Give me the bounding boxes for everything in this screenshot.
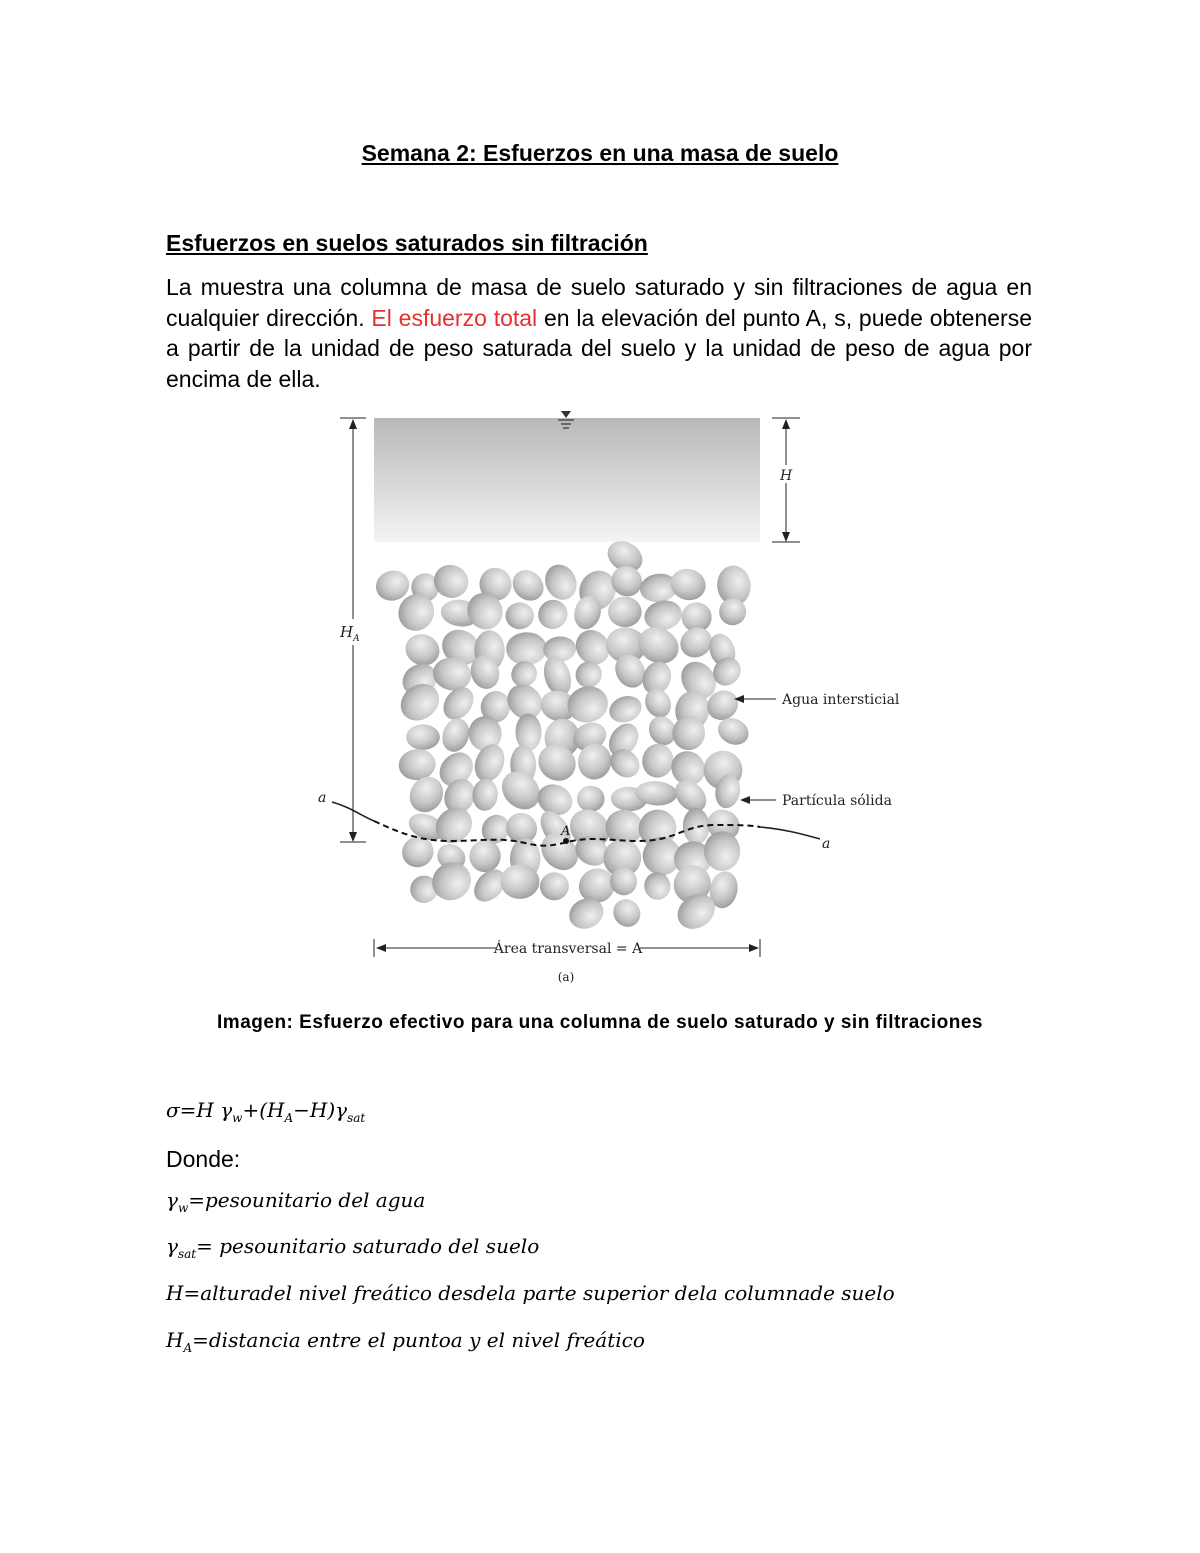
label-a-left: a — [318, 790, 327, 806]
paragraph-highlight: El esfuerzo total — [371, 304, 538, 331]
label-area: Área transversal = A — [493, 941, 643, 957]
label-point-a: A — [561, 824, 571, 839]
definition-gamma-w: $\gamma_w=pesounitario$ del agua — [166, 1188, 426, 1215]
definition-ha: $H_A=distancia$ entre el puntoa y el nivel freático — [166, 1328, 645, 1355]
line-a-a-right — [760, 827, 820, 839]
label-a-right: a — [822, 836, 831, 852]
label-panel: (a) — [557, 970, 575, 984]
soil-column-diagram — [310, 405, 900, 995]
intro-paragraph — [166, 272, 1032, 394]
figure-caption: Imagen: Esfuerzo efectivo para una columna de suelo saturado y sin filtraciones — [217, 1012, 983, 1033]
soil-grain — [406, 724, 440, 749]
label-h: H — [780, 468, 793, 484]
definition-h: H=alturadel nivel freático desdela parte superior dela columnade suelo — [166, 1281, 895, 1305]
paragraph-text-before: La muestra una columna de masa de suelo saturado y sin filtraciones de agua en cualquier dirección. — [166, 274, 1032, 331]
donde-label: Donde: — [166, 1146, 241, 1172]
definition-gamma-sat: $\gamma_{sat}=$ pesounitario saturado del suelo — [166, 1234, 540, 1261]
page-title: Semana 2: Esfuerzos en una masa de suelo — [361, 140, 839, 166]
label-solid-particle: Partícula sólida — [782, 793, 892, 809]
section-heading: Esfuerzos en suelos saturados sin filtración — [166, 230, 648, 256]
total-stress-equation: σ=H $\gamma_w+(H_A-H)\gamma_{sat}$ — [166, 1098, 366, 1125]
soil-column-figure — [310, 405, 900, 995]
paragraph-text-after: en la elevación del punto A, s, puede obtenerse a partir de la unidad de peso saturada del suelo y la unidad de peso de agua por encima de ella. — [166, 304, 1032, 392]
label-ha: $H_A$ — [340, 623, 360, 644]
label-pore-water: Agua intersticial — [782, 692, 900, 708]
water-region — [374, 418, 760, 542]
